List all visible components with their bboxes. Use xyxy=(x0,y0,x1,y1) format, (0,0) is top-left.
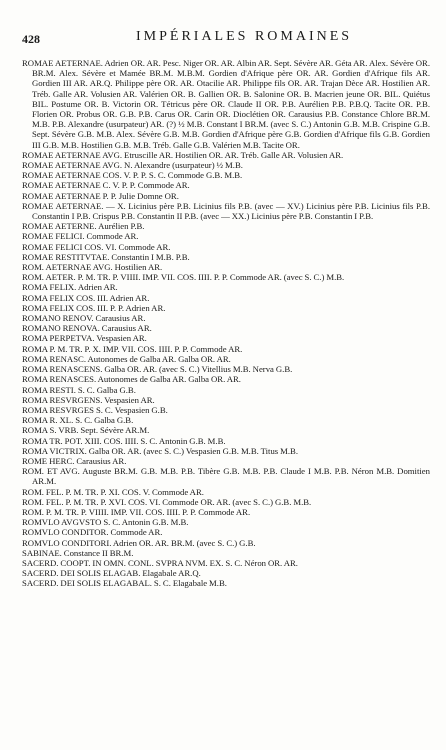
catalog-entry: ROMVLO AVGVSTO S. C. Antonin G.B. M.B. xyxy=(22,517,189,528)
catalog-entry: ROMAE AETERNAE P. P. Julie Domne OR. xyxy=(22,190,179,201)
catalog-entry: SABINAE. Constance II BR.M. xyxy=(22,547,134,558)
catalog-entry: ROM. ET AVG. Auguste BR.M. G.B. M.B. P.B. Tibère G.B. M.B. P.B. Claude I M.B. P.B. Néron M.B. Domitien AR.M. xyxy=(22,466,430,487)
catalog-entry: ROMVLO CONDITOR. Commode AR. xyxy=(22,527,163,538)
catalog-entries xyxy=(22,58,430,589)
catalog-entry: ROMA P. M. TR. P. X. IMP. VII. COS. IIII. P. P. Commode AR. xyxy=(22,343,243,354)
catalog-entry: SACERD. COOPT. IN OMN. CONL. SVPRA NVM. EX. S. C. Néron OR. AR. xyxy=(22,557,298,568)
catalog-entry: ROMAE FELICI. Commode AR. xyxy=(22,231,139,242)
catalog-entry: ROMA RESVRGENS. Vespasien AR. xyxy=(22,394,155,405)
catalog-entry: ROMA TR. POT. XIII. COS. IIII. S. C. Antonin G.B. M.B. xyxy=(22,435,226,446)
catalog-entry: ROMA R. XL. S. C. Galba G.B. xyxy=(22,415,134,426)
catalog-entry: ROMAE RESTITVTAE. Constantin I M.B. P.B. xyxy=(22,251,190,262)
catalog-entry: ROMA PERPETVA. Vespasien AR. xyxy=(22,333,147,344)
catalog-entry: ROMA RENASCES. Autonomes de Galba AR. Galba OR. AR. xyxy=(22,374,241,385)
catalog-entry: ROMAE AETERNAE C. V. P. P. Commode AR. xyxy=(22,180,190,191)
page-number: 428 xyxy=(22,32,40,46)
catalog-entry: ROMA FELIX COS. III. Adrien AR. xyxy=(22,292,150,303)
catalog-entry: ROMANO RENOV. Carausius AR. xyxy=(22,313,146,324)
catalog-entry: ROMA RESTI. S. C. Galba G.B. xyxy=(22,384,136,395)
catalog-entry: ROMAE FELICI COS. VI. Commode AR. xyxy=(22,241,171,252)
catalog-entry: ROMAE AETERNAE AVG. N. Alexandre (usurpateur) ½ M.B. xyxy=(22,160,243,171)
catalog-entry: ROMAE AETERNAE. Adrien OR. AR. Pesc. Niger OR. AR. Albin AR. Sept. Sévère AR. Géta AR. Alex. Sévère OR. BR.M. Alex. Sévère et Mamée BR.M. M.B.M. Gordien d'Afrique père OR. AR. Gordien d'Afrique fils AR. Gordien III AR. AR.Q. Philippe père OR. AR. Otacilie AR. Philippe fils OR. AR. Trajan Dèce AR. Hostilien AR. Tréb. Galle AR. Volusien AR. Valérien OR. B. Gallien OR. B. Salonine OR. B. Macrien jeune OR. BIL. Quiétus BIL. Postume OR. B. Victorin OR. Tétricus père OR. Claude II OR. P.B. Aurélien P.B. P.B.Q. Tacite OR. P.B. Florien OR. Probus OR. G.B. P.B. Carus OR. Carin OR. Dioclétien OR. Carausius P.B. Constance Chlore BR.M. M.B. P.B. Alexandre (usurpateur) AR. (?) ½ M.B. Constant I BR.M. (avec S. C.) Antonin G.B. M.B. Crispine G.B. Sept. Sévère G.B. M.B. Alex. Sévère G.B. M.B. Gordien d'Afrique père G.B. Gordien d'Afrique fils G.B. Gordien III G.B. M.B. Hostilien G.B. M.B. Tréb. Galle G.B. Valérien M.B. Tacite OR. xyxy=(22,58,430,150)
catalog-entry: ROMAE AETERNAE COS. V. P. P. S. C. Commode G.B. M.B. xyxy=(22,170,243,181)
catalog-entry: ROMA RENASC. Autonomes de Galba AR. Galba OR. AR. xyxy=(22,353,231,364)
catalog-entry: ROMA S. VRB. Sept. Sévère AR.M. xyxy=(22,425,150,436)
catalog-entry: ROM. AETERNAE AVG. Hostilien AR. xyxy=(22,262,163,273)
catalog-entry: ROM. AETER. P. M. TR. P. VIIII. IMP. VII. COS. IIII. P. P. Commode AR. (avec S. C.) M.B. xyxy=(22,272,345,283)
catalog-entry: ROM. FEL. P. M. TR. P. XVI. COS. VI. Commode OR. AR. (avec S. C.) G.B. M.B. xyxy=(22,496,312,507)
catalog-entry: ROMAE AETERNE. Aurélien P.B. xyxy=(22,221,145,232)
running-title: IMPÉRIALES ROMAINES xyxy=(136,29,353,44)
page-header xyxy=(22,28,430,50)
catalog-entry: ROMAE AETERNAE. — X. Licinius père P.B. Licinius fils P.B. (avec — XV.) Licinius père P.B. Licinius fils P.B. Constantin I P.B. Crispus P.B. Constantin II P.B. (avec — XX.) Licinius père P.B. Constantin I P.B. xyxy=(22,200,430,222)
catalog-entry: ROME HERC. Carausius AR. xyxy=(22,455,127,466)
catalog-entry: ROM. P. M. TR. P. VIIII. IMP. VII. COS. IIII. P. P. Commode AR. xyxy=(22,506,251,517)
catalog-entry: ROMVLO CONDITORI. Adrien OR. AR. BR.M. (avec S. C.) G.B. xyxy=(22,537,256,548)
catalog-entry: ROMA RESVRGES S. C. Vespasien G.B. xyxy=(22,404,168,415)
catalog-entry: ROMA FELIX. Adrien AR. xyxy=(22,282,118,293)
catalog-entry: ROMANO RENOVA. Carausius AR. xyxy=(22,323,152,334)
catalog-entry: ROMAE AETERNAE AVG. Etruscille AR. Hostilien OR. AR. Tréb. Galle AR. Volusien AR. xyxy=(22,149,344,160)
catalog-entry: ROMA VICTRIX. Galba OR. AR. (avec S. C.) Vespasien G.B. M.B. Titus M.B. xyxy=(22,445,299,456)
catalog-entry: ROM. FEL. P. M. TR. P. XI. COS. V. Commode AR. xyxy=(22,486,204,497)
catalog-entry: SACERD. DEI SOLIS ELAGABAL. S. C. Elagabale M.B. xyxy=(22,578,227,589)
catalog-entry: SACERD. DEI SOLIS ELAGAB. Elagabale AR.Q. xyxy=(22,568,201,579)
catalog-entry: ROMA FELIX COS. III. P. P. Adrien AR. xyxy=(22,302,166,313)
catalog-entry: ROMA RENASCENS. Galba OR. AR. (avec S. C.) Vitellius M.B. Nerva G.B. xyxy=(22,364,293,375)
